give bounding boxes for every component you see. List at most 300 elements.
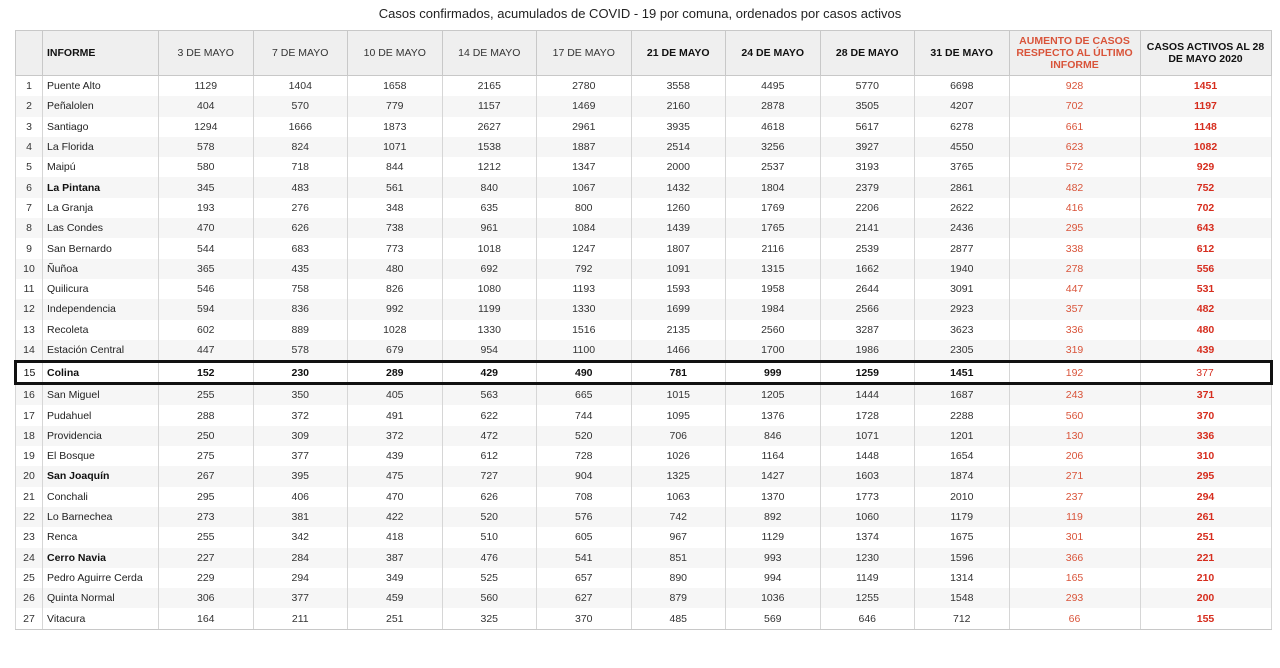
row-index: 13: [16, 320, 43, 340]
cumulative-cases-cell: 491: [348, 405, 443, 425]
increase-cell: 206: [1009, 446, 1140, 466]
row-index: 26: [16, 588, 43, 608]
cumulative-cases-cell: 459: [348, 588, 443, 608]
comuna-name: La Pintana: [43, 177, 159, 197]
cumulative-cases-cell: 2436: [915, 218, 1010, 238]
table-row: [16, 608, 1272, 629]
header-date: 31 DE MAYO: [915, 31, 1010, 76]
table-row: [16, 299, 1272, 319]
active-cases-cell: 371: [1140, 384, 1271, 406]
header-date: 17 DE MAYO: [537, 31, 632, 76]
comuna-name: Conchali: [43, 487, 159, 507]
cumulative-cases-cell: 1028: [348, 320, 443, 340]
cumulative-cases-cell: 622: [442, 405, 537, 425]
cumulative-cases-cell: 381: [253, 507, 348, 527]
cumulative-cases-cell: 2780: [537, 76, 632, 97]
cumulative-cases-cell: 1095: [631, 405, 726, 425]
cumulative-cases-cell: 2861: [915, 177, 1010, 197]
comuna-name: Pudahuel: [43, 405, 159, 425]
comuna-name: La Florida: [43, 137, 159, 157]
cumulative-cases-cell: 2379: [820, 177, 915, 197]
cumulative-cases-cell: 306: [159, 588, 254, 608]
cumulative-cases-cell: 706: [631, 426, 726, 446]
cumulative-cases-cell: 1084: [537, 218, 632, 238]
comuna-name: San Joaquín: [43, 466, 159, 486]
active-cases-cell: 377: [1140, 362, 1271, 384]
active-cases-cell: 294: [1140, 487, 1271, 507]
comuna-name: Lo Barnechea: [43, 507, 159, 527]
cumulative-cases-cell: 1164: [726, 446, 821, 466]
cumulative-cases-cell: 560: [442, 588, 537, 608]
active-cases-cell: 1197: [1140, 96, 1271, 116]
cumulative-cases-cell: 255: [159, 384, 254, 406]
cumulative-cases-cell: 3287: [820, 320, 915, 340]
cumulative-cases-cell: 1728: [820, 405, 915, 425]
cumulative-cases-cell: 679: [348, 340, 443, 362]
increase-cell: 702: [1009, 96, 1140, 116]
increase-cell: 271: [1009, 466, 1140, 486]
cumulative-cases-cell: 994: [726, 568, 821, 588]
cumulative-cases-cell: 2165: [442, 76, 537, 97]
increase-cell: 661: [1009, 117, 1140, 137]
increase-cell: 66: [1009, 608, 1140, 629]
comuna-name: Quilicura: [43, 279, 159, 299]
cumulative-cases-cell: 1129: [726, 527, 821, 547]
cumulative-cases-cell: 387: [348, 548, 443, 568]
comuna-name: San Miguel: [43, 384, 159, 406]
header-date: 24 DE MAYO: [726, 31, 821, 76]
row-index: 5: [16, 157, 43, 177]
cumulative-cases-cell: 1773: [820, 487, 915, 507]
table-row: [16, 466, 1272, 486]
cumulative-cases-cell: 1769: [726, 198, 821, 218]
cumulative-cases-cell: 472: [442, 426, 537, 446]
active-cases-cell: 752: [1140, 177, 1271, 197]
cumulative-cases-cell: 250: [159, 426, 254, 446]
cumulative-cases-cell: 727: [442, 466, 537, 486]
row-index: 24: [16, 548, 43, 568]
row-index: 14: [16, 340, 43, 362]
cumulative-cases-cell: 2877: [915, 238, 1010, 258]
cumulative-cases-cell: 2644: [820, 279, 915, 299]
cumulative-cases-cell: 273: [159, 507, 254, 527]
row-index: 15: [16, 362, 43, 384]
cumulative-cases-cell: 3623: [915, 320, 1010, 340]
increase-cell: 416: [1009, 198, 1140, 218]
cumulative-cases-cell: 561: [348, 177, 443, 197]
header-date: 3 DE MAYO: [159, 31, 254, 76]
cumulative-cases-cell: 439: [348, 446, 443, 466]
comuna-name: Puente Alto: [43, 76, 159, 97]
cumulative-cases-cell: 800: [537, 198, 632, 218]
cumulative-cases-cell: 544: [159, 238, 254, 258]
cumulative-cases-cell: 569: [726, 608, 821, 629]
cumulative-cases-cell: 1466: [631, 340, 726, 362]
cumulative-cases-cell: 520: [537, 426, 632, 446]
cumulative-cases-cell: 1658: [348, 76, 443, 97]
cumulative-cases-cell: 961: [442, 218, 537, 238]
cumulative-cases-cell: 348: [348, 198, 443, 218]
row-index: 20: [16, 466, 43, 486]
cumulative-cases-cell: 576: [537, 507, 632, 527]
increase-cell: 928: [1009, 76, 1140, 97]
active-cases-cell: 612: [1140, 238, 1271, 258]
increase-cell: 243: [1009, 384, 1140, 406]
cumulative-cases-cell: 284: [253, 548, 348, 568]
active-cases-cell: 221: [1140, 548, 1271, 568]
cumulative-cases-cell: 3256: [726, 137, 821, 157]
cumulative-cases-cell: 2566: [820, 299, 915, 319]
cumulative-cases-cell: 635: [442, 198, 537, 218]
cumulative-cases-cell: 405: [348, 384, 443, 406]
increase-cell: 482: [1009, 177, 1140, 197]
cumulative-cases-cell: 1212: [442, 157, 537, 177]
table-row: [16, 238, 1272, 258]
active-cases-cell: 155: [1140, 608, 1271, 629]
cumulative-cases-cell: 1376: [726, 405, 821, 425]
cumulative-cases-cell: 992: [348, 299, 443, 319]
cumulative-cases-cell: 349: [348, 568, 443, 588]
cumulative-cases-cell: 447: [159, 340, 254, 362]
comuna-name: Recoleta: [43, 320, 159, 340]
row-index: 9: [16, 238, 43, 258]
cumulative-cases-cell: 840: [442, 177, 537, 197]
cumulative-cases-cell: 744: [537, 405, 632, 425]
cumulative-cases-cell: 2961: [537, 117, 632, 137]
cumulative-cases-cell: 6698: [915, 76, 1010, 97]
cumulative-cases-cell: 1804: [726, 177, 821, 197]
cumulative-cases-cell: 712: [915, 608, 1010, 629]
increase-cell: 119: [1009, 507, 1140, 527]
table-row: [16, 527, 1272, 547]
cumulative-cases-cell: 4550: [915, 137, 1010, 157]
increase-cell: 447: [1009, 279, 1140, 299]
cumulative-cases-cell: 475: [348, 466, 443, 486]
cumulative-cases-cell: 510: [442, 527, 537, 547]
cumulative-cases-cell: 758: [253, 279, 348, 299]
cumulative-cases-cell: 626: [253, 218, 348, 238]
cumulative-cases-cell: 294: [253, 568, 348, 588]
increase-cell: 338: [1009, 238, 1140, 258]
cumulative-cases-cell: 395: [253, 466, 348, 486]
cumulative-cases-cell: 1015: [631, 384, 726, 406]
table-row: [16, 320, 1272, 340]
cumulative-cases-cell: 1404: [253, 76, 348, 97]
cumulative-cases-cell: 1314: [915, 568, 1010, 588]
active-cases-cell: 1451: [1140, 76, 1271, 97]
row-index: 10: [16, 259, 43, 279]
row-index: 7: [16, 198, 43, 218]
cumulative-cases-cell: 2206: [820, 198, 915, 218]
cumulative-cases-cell: 1080: [442, 279, 537, 299]
cumulative-cases-cell: 580: [159, 157, 254, 177]
cumulative-cases-cell: 229: [159, 568, 254, 588]
comuna-name: Ñuñoa: [43, 259, 159, 279]
cumulative-cases-cell: 792: [537, 259, 632, 279]
cumulative-cases-cell: 879: [631, 588, 726, 608]
row-index: 11: [16, 279, 43, 299]
active-cases-cell: 295: [1140, 466, 1271, 486]
cumulative-cases-cell: 1157: [442, 96, 537, 116]
cumulative-cases-cell: 3935: [631, 117, 726, 137]
table-row: [16, 157, 1272, 177]
cumulative-cases-cell: 3765: [915, 157, 1010, 177]
cumulative-cases-cell: 3558: [631, 76, 726, 97]
cumulative-cases-cell: 626: [442, 487, 537, 507]
header-active-cases: CASOS ACTIVOS AL 28 DE MAYO 2020: [1140, 31, 1271, 76]
table-row: [16, 487, 1272, 507]
cumulative-cases-cell: 2116: [726, 238, 821, 258]
comuna-name: San Bernardo: [43, 238, 159, 258]
cumulative-cases-cell: 2135: [631, 320, 726, 340]
cumulative-cases-cell: 1230: [820, 548, 915, 568]
row-index: 4: [16, 137, 43, 157]
comuna-name: Colina: [43, 362, 159, 384]
cumulative-cases-cell: 1469: [537, 96, 632, 116]
active-cases-cell: 929: [1140, 157, 1271, 177]
cumulative-cases-cell: 657: [537, 568, 632, 588]
comuna-name: Las Condes: [43, 218, 159, 238]
cumulative-cases-cell: 4207: [915, 96, 1010, 116]
cumulative-cases-cell: 429: [442, 362, 537, 384]
comuna-name: Vitacura: [43, 608, 159, 629]
cumulative-cases-cell: 520: [442, 507, 537, 527]
row-index: 16: [16, 384, 43, 406]
cumulative-cases-cell: 2305: [915, 340, 1010, 362]
active-cases-cell: 310: [1140, 446, 1271, 466]
cumulative-cases-cell: 602: [159, 320, 254, 340]
table-row: [16, 76, 1272, 97]
cumulative-cases-cell: 1294: [159, 117, 254, 137]
cumulative-cases-cell: 708: [537, 487, 632, 507]
cumulative-cases-cell: 476: [442, 548, 537, 568]
cumulative-cases-cell: 342: [253, 527, 348, 547]
table-row: [16, 568, 1272, 588]
cumulative-cases-cell: 954: [442, 340, 537, 362]
cumulative-cases-cell: 404: [159, 96, 254, 116]
row-index: 27: [16, 608, 43, 629]
cumulative-cases-cell: 683: [253, 238, 348, 258]
header-date: 28 DE MAYO: [820, 31, 915, 76]
cumulative-cases-cell: 1654: [915, 446, 1010, 466]
cumulative-cases-cell: 345: [159, 177, 254, 197]
active-cases-cell: 210: [1140, 568, 1271, 588]
active-cases-cell: 1082: [1140, 137, 1271, 157]
cumulative-cases-cell: 594: [159, 299, 254, 319]
cumulative-cases-cell: 718: [253, 157, 348, 177]
cumulative-cases-cell: 470: [159, 218, 254, 238]
row-index: 21: [16, 487, 43, 507]
cumulative-cases-cell: 1067: [537, 177, 632, 197]
cumulative-cases-cell: 483: [253, 177, 348, 197]
cumulative-cases-cell: 276: [253, 198, 348, 218]
cumulative-cases-cell: 2560: [726, 320, 821, 340]
active-cases-cell: 480: [1140, 320, 1271, 340]
cumulative-cases-cell: 377: [253, 446, 348, 466]
cumulative-cases-cell: 3193: [820, 157, 915, 177]
table-row: [16, 384, 1272, 406]
row-index: 1: [16, 76, 43, 97]
increase-cell: 572: [1009, 157, 1140, 177]
active-cases-cell: 261: [1140, 507, 1271, 527]
cumulative-cases-cell: 1205: [726, 384, 821, 406]
increase-cell: 366: [1009, 548, 1140, 568]
cumulative-cases-cell: 578: [253, 340, 348, 362]
row-index: 2: [16, 96, 43, 116]
cumulative-cases-cell: 1063: [631, 487, 726, 507]
header-date: 10 DE MAYO: [348, 31, 443, 76]
table-title: Casos confirmados, acumulados de COVID - 19 por comuna, ordenados por casos activos: [378, 6, 902, 21]
comuna-name: Maipú: [43, 157, 159, 177]
cumulative-cases-cell: 1071: [820, 426, 915, 446]
table-row: [16, 340, 1272, 362]
cumulative-cases-cell: 255: [159, 527, 254, 547]
cumulative-cases-cell: 480: [348, 259, 443, 279]
comuna-name: Peñalolen: [43, 96, 159, 116]
cumulative-cases-cell: 851: [631, 548, 726, 568]
table-row: [16, 362, 1272, 384]
cumulative-cases-cell: 6278: [915, 117, 1010, 137]
cumulative-cases-cell: 889: [253, 320, 348, 340]
cumulative-cases-cell: 418: [348, 527, 443, 547]
cumulative-cases-cell: 422: [348, 507, 443, 527]
cumulative-cases-cell: 1255: [820, 588, 915, 608]
cumulative-cases-cell: 665: [537, 384, 632, 406]
cumulative-cases-cell: 892: [726, 507, 821, 527]
cumulative-cases-cell: 1149: [820, 568, 915, 588]
cumulative-cases-cell: 1765: [726, 218, 821, 238]
increase-cell: 560: [1009, 405, 1140, 425]
comuna-name: La Granja: [43, 198, 159, 218]
header-date: 7 DE MAYO: [253, 31, 348, 76]
increase-cell: 319: [1009, 340, 1140, 362]
cumulative-cases-cell: 227: [159, 548, 254, 568]
cumulative-cases-cell: 1675: [915, 527, 1010, 547]
cumulative-cases-cell: 824: [253, 137, 348, 157]
cumulative-cases-cell: 2539: [820, 238, 915, 258]
table-row: [16, 259, 1272, 279]
cumulative-cases-cell: 742: [631, 507, 726, 527]
table-row: [16, 218, 1272, 238]
cumulative-cases-cell: 1193: [537, 279, 632, 299]
cumulative-cases-cell: 1370: [726, 487, 821, 507]
cumulative-cases-cell: 1091: [631, 259, 726, 279]
cumulative-cases-cell: 1451: [915, 362, 1010, 384]
cumulative-cases-cell: 1026: [631, 446, 726, 466]
active-cases-cell: 1148: [1140, 117, 1271, 137]
comuna-name: Pedro Aguirre Cerda: [43, 568, 159, 588]
cumulative-cases-cell: 541: [537, 548, 632, 568]
cumulative-cases-cell: 372: [348, 426, 443, 446]
cumulative-cases-cell: 904: [537, 466, 632, 486]
cumulative-cases-cell: 1448: [820, 446, 915, 466]
cumulative-cases-cell: 779: [348, 96, 443, 116]
row-index: 18: [16, 426, 43, 446]
header-date: 14 DE MAYO: [442, 31, 537, 76]
cumulative-cases-cell: 844: [348, 157, 443, 177]
cumulative-cases-cell: 826: [348, 279, 443, 299]
cumulative-cases-cell: 406: [253, 487, 348, 507]
comuna-name: Renca: [43, 527, 159, 547]
cumulative-cases-cell: 1247: [537, 238, 632, 258]
cumulative-cases-cell: 372: [253, 405, 348, 425]
cumulative-cases-cell: 1596: [915, 548, 1010, 568]
cumulative-cases-cell: 1259: [820, 362, 915, 384]
table-row: [16, 177, 1272, 197]
cumulative-cases-cell: 470: [348, 487, 443, 507]
cumulative-cases-cell: 627: [537, 588, 632, 608]
cumulative-cases-cell: 1036: [726, 588, 821, 608]
cumulative-cases-cell: 1201: [915, 426, 1010, 446]
cumulative-cases-cell: 781: [631, 362, 726, 384]
cumulative-cases-cell: 435: [253, 259, 348, 279]
table-row: [16, 198, 1272, 218]
cumulative-cases-cell: 993: [726, 548, 821, 568]
cumulative-cases-cell: 289: [348, 362, 443, 384]
cumulative-cases-cell: 193: [159, 198, 254, 218]
row-index: 23: [16, 527, 43, 547]
comuna-name: Estación Central: [43, 340, 159, 362]
cumulative-cases-cell: 1548: [915, 588, 1010, 608]
cumulative-cases-cell: 485: [631, 608, 726, 629]
cumulative-cases-cell: 295: [159, 487, 254, 507]
cumulative-cases-cell: 2010: [915, 487, 1010, 507]
cumulative-cases-cell: 1699: [631, 299, 726, 319]
cumulative-cases-cell: 1427: [726, 466, 821, 486]
header-increase: AUMENTO DE CASOS RESPECTO AL ÚLTIMO INFORME: [1009, 31, 1140, 76]
cumulative-cases-cell: 1516: [537, 320, 632, 340]
active-cases-cell: 200: [1140, 588, 1271, 608]
table-row: [16, 588, 1272, 608]
increase-cell: 165: [1009, 568, 1140, 588]
increase-cell: 293: [1009, 588, 1140, 608]
cumulative-cases-cell: 525: [442, 568, 537, 588]
table-body: [16, 76, 1272, 630]
cumulative-cases-cell: 275: [159, 446, 254, 466]
cumulative-cases-cell: 1179: [915, 507, 1010, 527]
cumulative-cases-cell: 846: [726, 426, 821, 446]
cumulative-cases-cell: 2000: [631, 157, 726, 177]
cumulative-cases-cell: 2514: [631, 137, 726, 157]
active-cases-cell: 531: [1140, 279, 1271, 299]
cumulative-cases-cell: 1071: [348, 137, 443, 157]
cumulative-cases-cell: 578: [159, 137, 254, 157]
comuna-name: Cerro Navia: [43, 548, 159, 568]
cumulative-cases-cell: 251: [348, 608, 443, 629]
cumulative-cases-cell: 612: [442, 446, 537, 466]
cumulative-cases-cell: 1603: [820, 466, 915, 486]
cumulative-cases-cell: 350: [253, 384, 348, 406]
cumulative-cases-cell: 4618: [726, 117, 821, 137]
cumulative-cases-cell: 728: [537, 446, 632, 466]
cumulative-cases-cell: 1687: [915, 384, 1010, 406]
increase-cell: 192: [1009, 362, 1140, 384]
cumulative-cases-cell: 2878: [726, 96, 821, 116]
cumulative-cases-cell: 999: [726, 362, 821, 384]
cumulative-cases-cell: 1129: [159, 76, 254, 97]
comuna-name: Independencia: [43, 299, 159, 319]
table-row: [16, 117, 1272, 137]
cumulative-cases-cell: 646: [820, 608, 915, 629]
table-row: [16, 405, 1272, 425]
table-row: [16, 96, 1272, 116]
cumulative-cases-cell: 836: [253, 299, 348, 319]
cumulative-cases-cell: 890: [631, 568, 726, 588]
cumulative-cases-cell: 692: [442, 259, 537, 279]
cumulative-cases-cell: 2627: [442, 117, 537, 137]
active-cases-cell: 336: [1140, 426, 1271, 446]
cumulative-cases-cell: 377: [253, 588, 348, 608]
